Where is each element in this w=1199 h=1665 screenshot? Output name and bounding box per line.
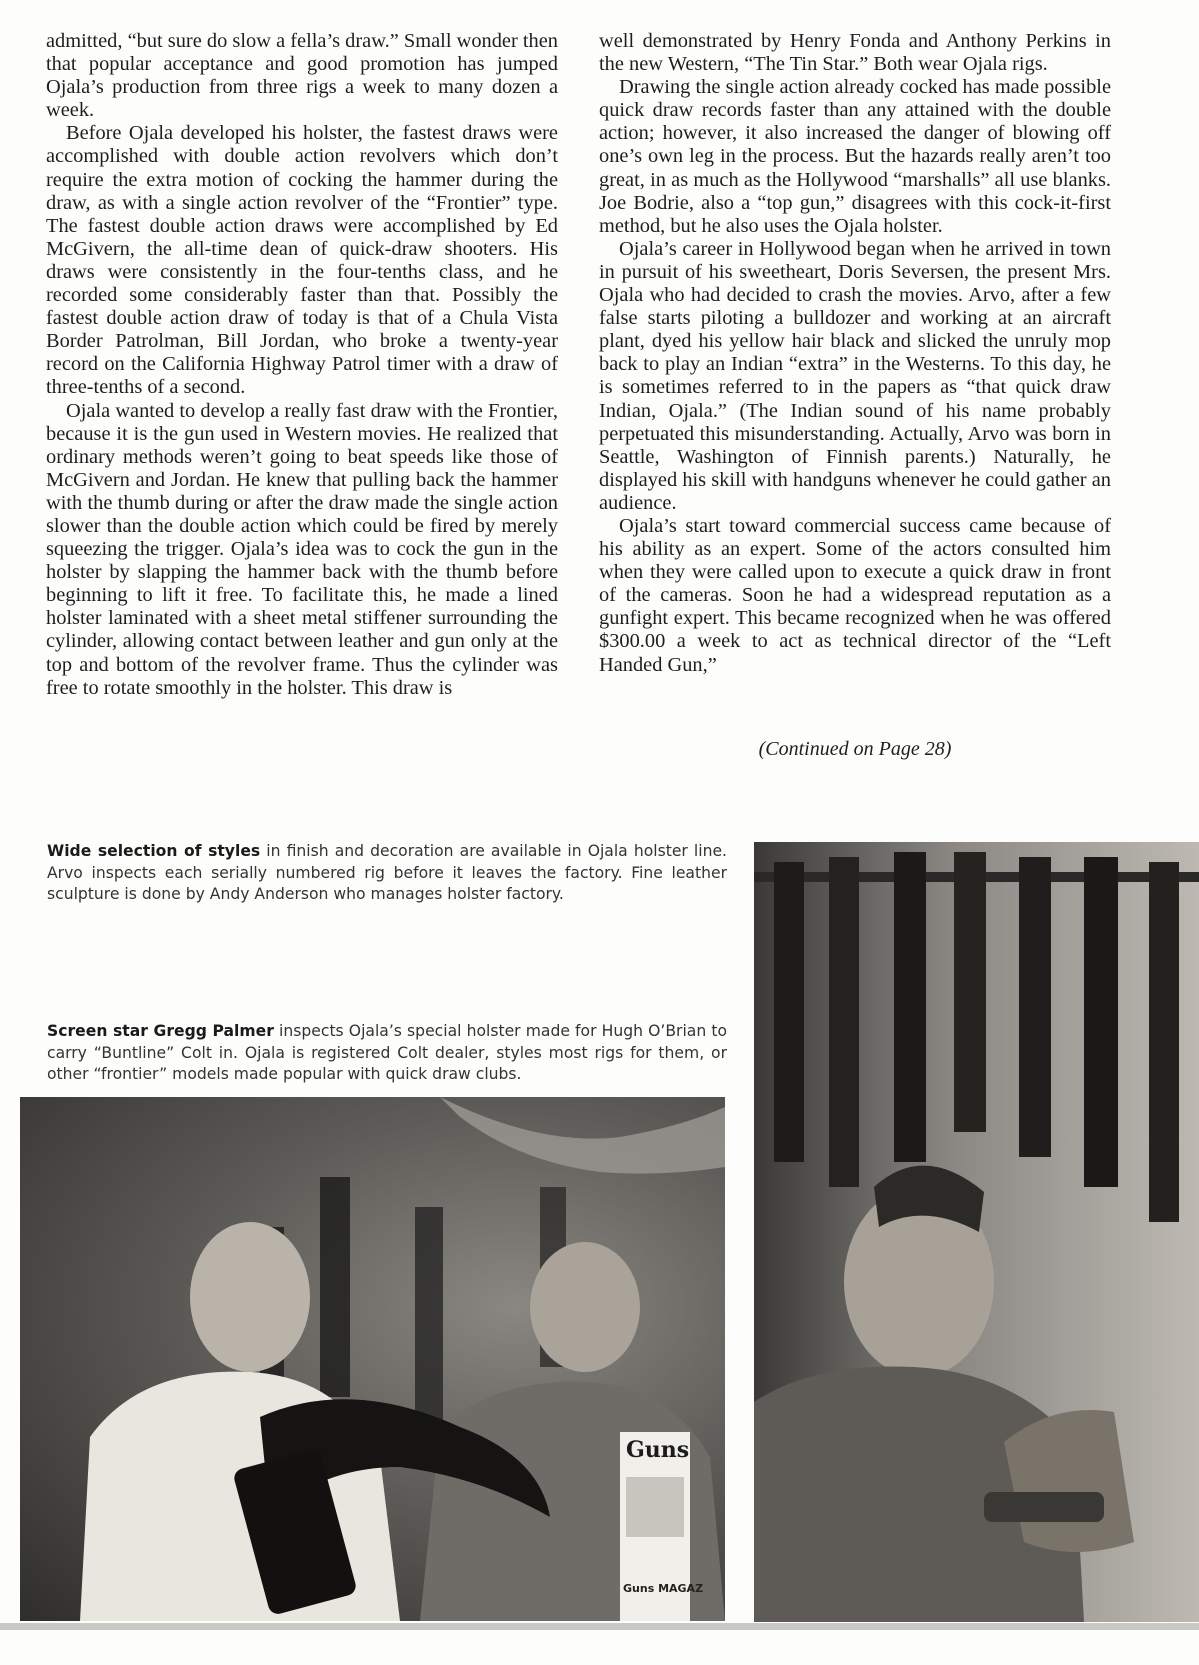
caption-text: in finish and decoration are available in Ojala holster line. Arvo inspects each serially numbered rig before it leaves the factory. Fine leather sculpture is done by Andy Anderson who manages holster factory. xyxy=(47,842,728,903)
photo-caption-styles xyxy=(47,841,727,906)
sign-guns-word: Guns xyxy=(626,1437,690,1463)
photo-arvo-inspects-rig xyxy=(754,842,1199,1622)
article-paragraph: Ojala wanted to develop a really fast draw with the Frontier, because it is the gun used in Western movies. He realized that ordinary methods weren’t going to beat speeds like those of McGivern and Jordan. He knew that pulling back the hammer with the thumb during or after the draw made the single action slower than the double action which could be fired by merely squeezing the trigger. Ojala’s idea was to cock the gun in the holster by slapping the hammer back with the thumb before beginning to lift it free. To facilitate this, he made a lined holster laminated with a sheet metal stiffener surrounding the cylinder, allowing contact between leather and gun only at the top and bottom of the revolver frame. Thus the cylinder was free to rotate smoothly in the holster. This draw is xyxy=(46,399,558,699)
article-paragraph: Ojala’s career in Hollywood began when he arrived in town in pursuit of his sweetheart, Doris Seversen, the present Mrs. Ojala who had decided to crash the movies. Arvo, after a few false starts piloting a bulldozer and working at an aircraft plant, dyed his yellow hair black and slicked the unruly mop back to play an Indian “extra” in the Westerns. To this day, he is sometimes referred to in the papers as “that quick draw Indian, Ojala.” (The Indian sound of his name probably perpetuated this misunderstanding. Actually, Arvo was born in Seattle, Washington of Finnish parents.) Naturally, he displayed his skill with handguns whenever he could gather an audience. xyxy=(599,237,1111,514)
caption-text: inspects Ojala’s special holster made for Hugh O’Brian to carry “Buntline” Colt in. Ojala is registered Colt dealer, styles most rigs for them, or other “frontier” models made popular with quick draw clubs. xyxy=(47,1022,727,1083)
photo-illustration xyxy=(20,1097,725,1621)
article-paragraph: Ojala’s start toward commercial success came because of his ability as an expert. Some of the actors consulted him when they were called upon to execute a quick draw in front of the cameras. Soon he had a widespread reputation as a gunfight expert. This became recognized when he was offered $300.00 a week to act as technical director of the “Left Handed Gun,” xyxy=(599,514,1111,676)
sign-guns-footer: Guns MAGAZ xyxy=(623,1582,704,1595)
article-right-column xyxy=(599,30,1111,677)
caption-lead: Screen star Gregg Palmer xyxy=(47,1022,274,1040)
page-bottom-rule xyxy=(0,1623,1199,1630)
photo-illustration xyxy=(754,842,1199,1622)
photo-caption-palmer xyxy=(47,1021,727,1086)
article-paragraph: well demonstrated by Henry Fonda and Anthony Perkins in the new Western, “The Tin Star.” Both wear Ojala rigs. xyxy=(599,30,1111,76)
caption-lead: Wide selection of styles xyxy=(47,842,261,860)
article-left-column xyxy=(46,30,558,700)
photo-palmer-inspects-holster xyxy=(20,1097,725,1621)
article-paragraph: Before Ojala developed his holster, the fastest draws were accomplished with double action revolvers which don’t require the extra motion of cocking the hammer during the draw, as with a single action revolver of the “Frontier” type. The fastest double action draws were accomplished by Ed McGivern, the all-time dean of quick-draw shooters. His draws were consistently in the four-tenths class, and he recorded some considerably faster than that. Possibly the fastest double action draw of today is that of a Chula Vista Border Patrolman, Bill Jordan, who broke a twenty-year record on the California Highway Patrol timer with a draw of three-tenths of a second. xyxy=(46,122,558,399)
article-paragraph: Drawing the single action already cocked has made possible quick draw records faster than any attained with the double action; however, it also increased the danger of blowing off one’s own leg in the process. But the hazards really aren’t too great, in as much as the Hollywood “marshalls” all use blanks. Joe Bodrie, also a “top gun,” disagrees with this cock-it-first method, but he also uses the Ojala holster. xyxy=(599,76,1111,237)
continued-notice: (Continued on Page 28) xyxy=(758,738,952,760)
article-paragraph: admitted, “but sure do slow a fella’s draw.” Small wonder then that popular acceptance and good promotion has jumped Ojala’s production from three rigs a week to many dozen a week. xyxy=(46,30,558,122)
